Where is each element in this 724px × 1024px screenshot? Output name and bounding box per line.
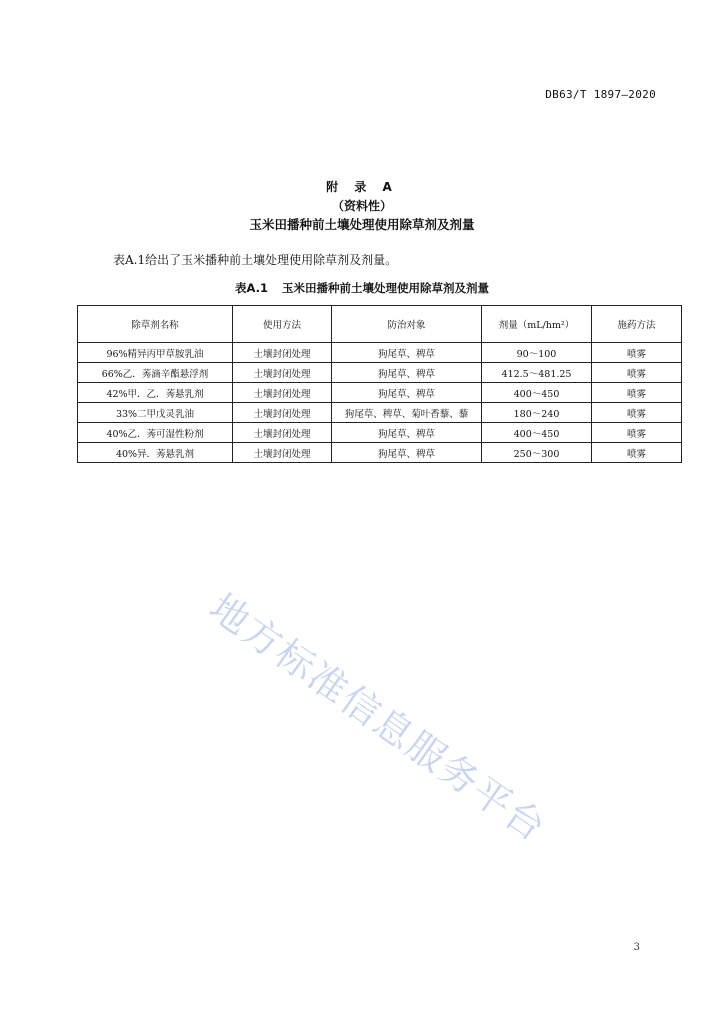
page-number: 3 [633, 942, 640, 953]
cell-application-method: 喷雾 [592, 443, 682, 463]
cell-usage-method: 土壤封闭处理 [233, 383, 332, 403]
cell-application-method: 喷雾 [592, 363, 682, 383]
cell-usage-method: 土壤封闭处理 [233, 423, 332, 443]
header-dosage: 剂量（mL/hm²） [482, 306, 592, 343]
table-caption [0, 280, 724, 296]
header-usage-method: 使用方法 [233, 306, 332, 343]
table-row [78, 423, 682, 443]
cell-usage-method: 土壤封闭处理 [233, 403, 332, 423]
herbicide-table [77, 305, 682, 463]
appendix-title: 附 录 A [326, 180, 398, 194]
cell-application-method: 喷雾 [592, 403, 682, 423]
header-control-target: 防治对象 [332, 306, 482, 343]
table-header-row [78, 306, 682, 343]
header-application-method: 施药方法 [592, 306, 682, 343]
appendix-type: （资料性） [331, 199, 392, 213]
cell-control-target: 狗尾草、稗草 [332, 443, 482, 463]
header-herbicide-name: 除草剂名称 [78, 306, 233, 343]
cell-herbicide-name: 66%乙．莠滴辛酯悬浮剂 [78, 363, 233, 383]
document-code: DB63/T 1897—2020 [545, 88, 656, 101]
cell-dosage: 400～450 [482, 423, 592, 443]
cell-herbicide-name: 42%甲．乙．莠悬乳剂 [78, 383, 233, 403]
cell-dosage: 90～100 [482, 343, 592, 363]
table-caption-title: 玉米田播种前土壤处理使用除草剂及剂量 [281, 281, 489, 295]
cell-dosage: 250～300 [482, 443, 592, 463]
cell-herbicide-name: 96%精异丙甲草胺乳油 [78, 343, 233, 363]
cell-herbicide-name: 40%异．莠悬乳剂 [78, 443, 233, 463]
cell-dosage: 412.5～481.25 [482, 363, 592, 383]
table-row [78, 343, 682, 363]
table-row [78, 403, 682, 423]
cell-control-target: 狗尾草、稗草 [332, 343, 482, 363]
cell-dosage: 400～450 [482, 383, 592, 403]
table-row [78, 363, 682, 383]
intro-paragraph: 表A.1给出了玉米播种前土壤处理使用除草剂及剂量。 [113, 253, 398, 267]
cell-usage-method: 土壤封闭处理 [233, 443, 332, 463]
cell-application-method: 喷雾 [592, 423, 682, 443]
cell-control-target: 狗尾草、稗草、菊叶香藜、藜 [332, 403, 482, 423]
table-caption-number: 表A.1 [235, 281, 268, 295]
cell-herbicide-name: 40%乙．莠可湿性粉剂 [78, 423, 233, 443]
cell-usage-method: 土壤封闭处理 [233, 343, 332, 363]
cell-control-target: 狗尾草、稗草 [332, 383, 482, 403]
watermark: 地方标准信息服务平台 [201, 585, 555, 851]
cell-control-target: 狗尾草、稗草 [332, 423, 482, 443]
cell-application-method: 喷雾 [592, 383, 682, 403]
cell-usage-method: 土壤封闭处理 [233, 363, 332, 383]
cell-herbicide-name: 33%二甲戊灵乳油 [78, 403, 233, 423]
cell-application-method: 喷雾 [592, 343, 682, 363]
cell-dosage: 180～240 [482, 403, 592, 423]
table-row [78, 383, 682, 403]
cell-control-target: 狗尾草、稗草 [332, 363, 482, 383]
table-row [78, 443, 682, 463]
appendix-heading: 玉米田播种前土壤处理使用除草剂及剂量 [249, 217, 475, 232]
